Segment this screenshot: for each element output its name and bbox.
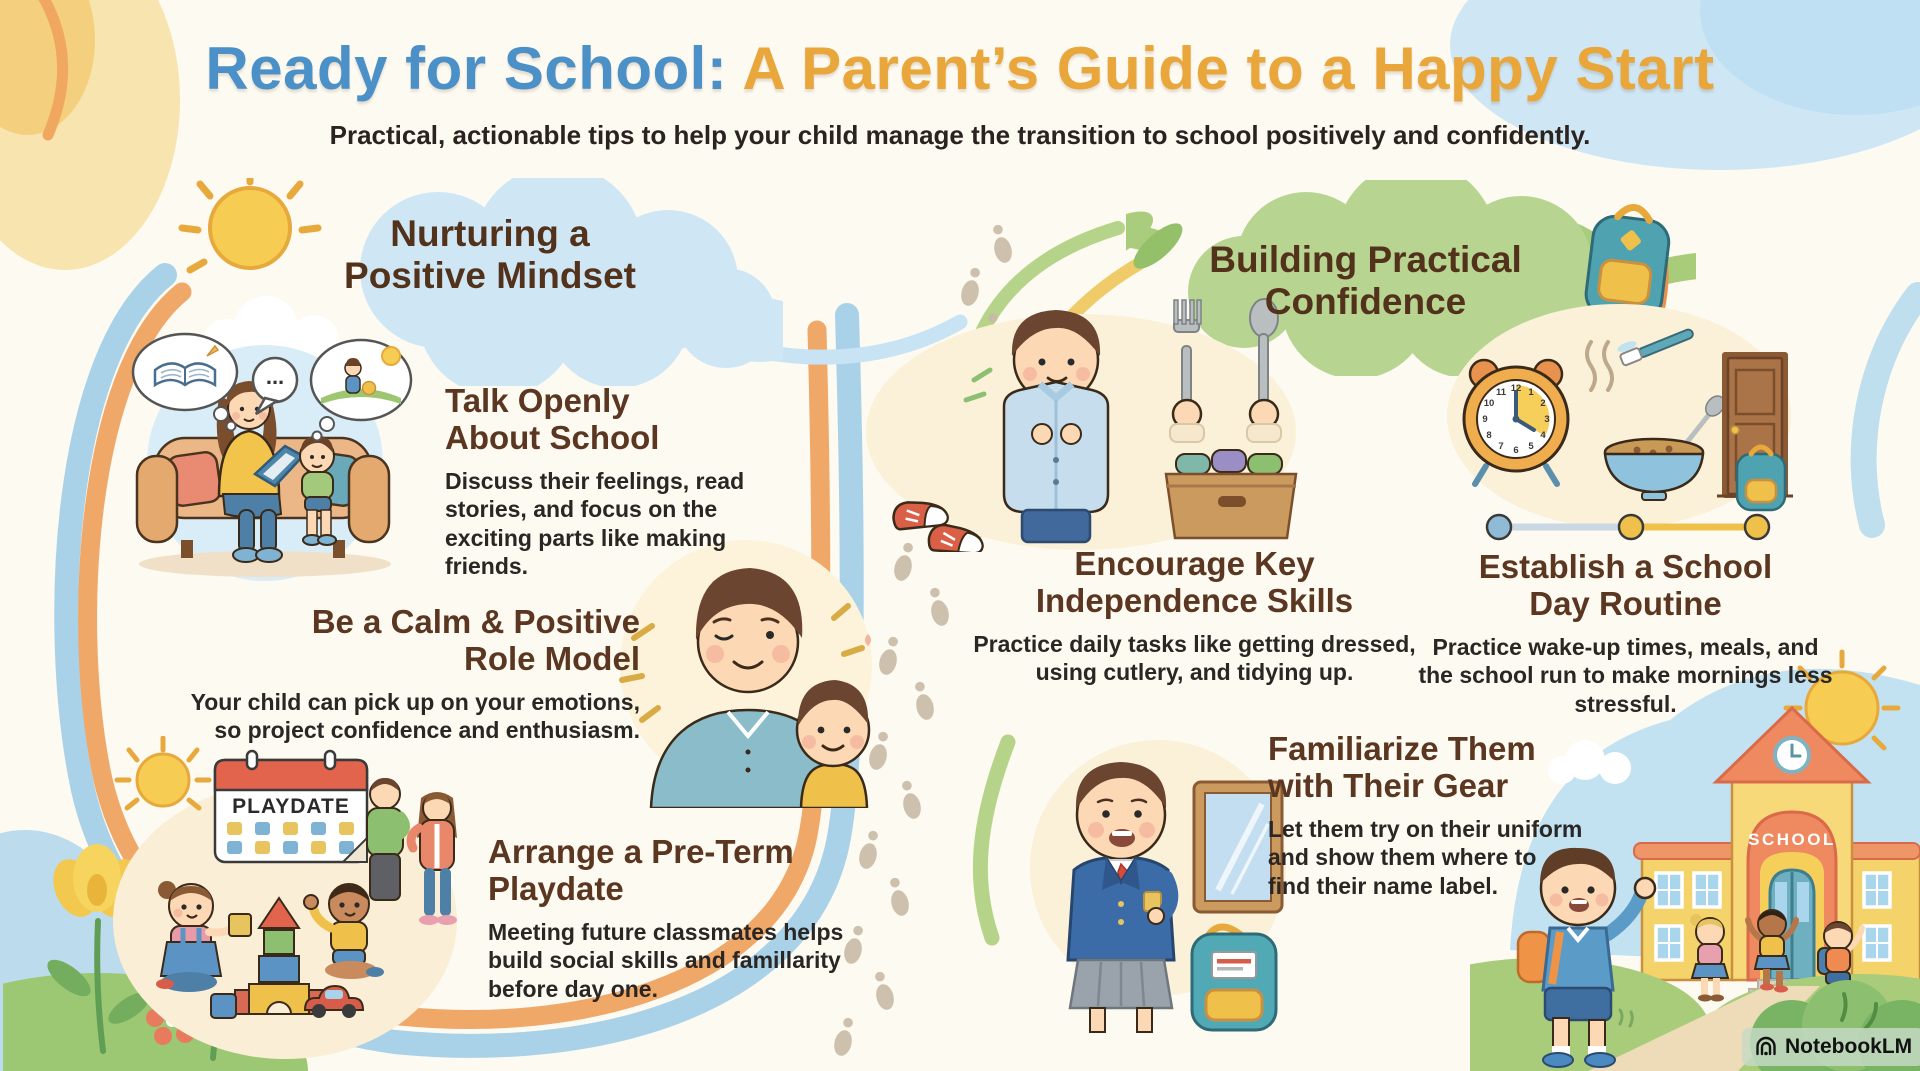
page-title-gold: A Parent’s Guide to a Happy Start: [742, 35, 1715, 102]
tip-heading: Be a Calm & Positive Role Model: [311, 603, 640, 678]
svg-text:3: 3: [1544, 414, 1550, 425]
tip-role-model: [172, 603, 640, 745]
speech-dots: ...: [265, 364, 285, 389]
tip-heading: Familiarize Them with Their Gear: [1268, 730, 1536, 805]
tip-body: Practice wake-up times, meals, and the school run to make mornings less stressful.: [1418, 633, 1833, 717]
tip-body: Let them try on their uniform and show them where to find their name label.: [1268, 815, 1583, 899]
tip-heading: Arrange a Pre-Term Playdate: [488, 833, 794, 908]
calendar-icon: [215, 751, 367, 862]
svg-text:1: 1: [1528, 387, 1534, 398]
svg-text:11: 11: [1495, 387, 1507, 398]
svg-text:5: 5: [1528, 441, 1534, 452]
school-sign-label: SCHOOL: [1748, 830, 1836, 849]
tip-body: Practice daily tasks like getting dressed, using cutlery, and tidying up.: [973, 630, 1416, 686]
svg-text:4: 4: [1540, 430, 1546, 441]
backpack-small-icon: [1737, 447, 1785, 510]
tip-heading: Talk Openly About School: [445, 382, 660, 457]
notebooklm-icon: [1754, 1035, 1778, 1059]
page-subtitle: Practical, actionable tips to help your child manage the transition to school positively and confidently.: [329, 120, 1591, 150]
sun-icon: [117, 738, 209, 808]
svg-text:6: 6: [1513, 445, 1519, 456]
svg-text:7: 7: [1498, 441, 1504, 452]
tip-heading: Encourage Key Independence Skills: [1035, 545, 1354, 620]
tip-body: Your child can pick up on your emotions, so project confidence and enthusiasm.: [190, 688, 640, 744]
tip-body: Discuss their feelings, read stories, and focus on the exciting parts like making friends.: [445, 467, 745, 580]
svg-text:2: 2: [1540, 398, 1546, 409]
svg-text:9: 9: [1482, 414, 1488, 425]
boy-dressing-figure: [1004, 310, 1108, 542]
page-title-blue: Ready for School:: [205, 35, 728, 102]
playdate-illustration: [93, 736, 471, 1069]
tip-familiarize-gear: [1268, 730, 1583, 900]
routine-timeline: [1487, 515, 1769, 539]
tip-independence-skills: [972, 545, 1417, 687]
storage-box-icon: [1166, 450, 1296, 538]
tip-heading: Establish a School Day Routine: [1478, 548, 1773, 623]
left-section-title: Nurturing a Positive Mindset: [344, 213, 636, 296]
tip-playdate: [488, 833, 880, 1003]
svg-text:10: 10: [1483, 398, 1495, 409]
labelled-backpack-icon: [1192, 927, 1276, 1030]
uniform-boy-figure: [1068, 762, 1174, 1032]
sun-icon: [182, 178, 318, 270]
tip-body: Meeting future classmates helps build social skills and famillarity before day one.: [488, 918, 844, 1002]
watermark-label: NotebookLM: [1785, 1035, 1913, 1058]
morning-routine-illustration: [1441, 284, 1796, 551]
right-section-title: Building Practical Confidence: [1209, 239, 1522, 322]
page-title: [0, 34, 1920, 103]
tip-talk-openly: [445, 382, 815, 581]
tip-school-routine: [1413, 548, 1838, 718]
name-label: [1212, 952, 1256, 978]
watermark-badge: [1742, 1028, 1920, 1066]
parent-reading-illustration: [103, 288, 431, 598]
svg-text:8: 8: [1486, 430, 1492, 441]
calendar-label: PLAYDATE: [232, 795, 350, 818]
son-figure: [797, 680, 869, 808]
svg-text:12: 12: [1510, 383, 1522, 394]
